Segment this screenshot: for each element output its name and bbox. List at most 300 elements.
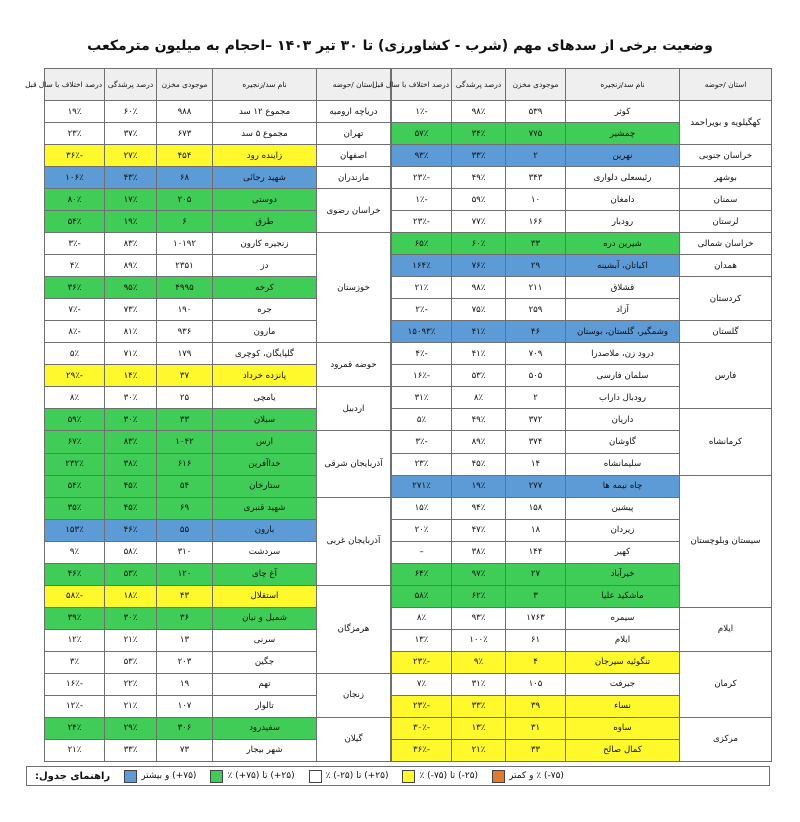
dam-name-cell: ستارخان bbox=[213, 475, 317, 497]
diff-percent-cell: ۱۲٪ bbox=[45, 629, 105, 651]
reservoir-cell: ۷۳ bbox=[157, 739, 213, 761]
header-fill: درصد پرشدگی bbox=[452, 69, 506, 101]
reservoir-cell: ۱۰۱۹۲ bbox=[157, 233, 213, 255]
table-row bbox=[45, 497, 391, 519]
legend-item-orange bbox=[492, 770, 564, 783]
fill-percent-cell: ۶۲٪ bbox=[452, 585, 506, 607]
province-cell: سمنان bbox=[680, 189, 772, 211]
diff-percent-cell: ۵۹٪ bbox=[45, 409, 105, 431]
reservoir-cell: ۳۱ bbox=[506, 717, 566, 739]
legend-label: (۲۵-) تا (۷۵-) ٪ bbox=[419, 771, 479, 781]
diff-percent-cell: ۲۳۲٪ bbox=[45, 453, 105, 475]
diff-percent-cell: -۲۳٪ bbox=[392, 167, 452, 189]
dam-name-cell: کهیر bbox=[566, 541, 680, 563]
diff-percent-cell: ۲۷۱٪ bbox=[392, 475, 452, 497]
province-cell: کرمانشاه bbox=[680, 409, 772, 475]
dam-name-cell: رودبار bbox=[566, 211, 680, 233]
diff-percent-cell: -۸٪ bbox=[45, 321, 105, 343]
dam-name-cell: شهید رجائی bbox=[213, 167, 317, 189]
legend-item-blue bbox=[124, 770, 196, 783]
reservoir-cell: ۷۰۹ bbox=[506, 343, 566, 365]
table-row bbox=[45, 233, 391, 255]
diff-percent-cell: -۱۶٪ bbox=[392, 365, 452, 387]
dam-name-cell: گاوشان bbox=[566, 431, 680, 453]
table-row bbox=[45, 431, 391, 453]
dam-name-cell: تالوار bbox=[213, 695, 317, 717]
reservoir-cell: ۴ bbox=[506, 651, 566, 673]
dam-name-cell: دوستی bbox=[213, 189, 317, 211]
diff-percent-cell: ۲۳٪ bbox=[45, 123, 105, 145]
fill-percent-cell: ۵۹٪ bbox=[452, 189, 506, 211]
fill-percent-cell: ۹۸٪ bbox=[452, 101, 506, 123]
dam-name-cell: سیمره bbox=[566, 607, 680, 629]
diff-percent-cell: ۹۳٪ bbox=[392, 145, 452, 167]
province-cell: بوشهر bbox=[680, 167, 772, 189]
dam-name-cell: تنگوئیه سیرجان bbox=[566, 651, 680, 673]
dam-name-cell: شیرین دره bbox=[566, 233, 680, 255]
reservoir-cell: ۶۹ bbox=[157, 497, 213, 519]
table-row bbox=[392, 255, 772, 277]
reservoir-cell: ۲۳۵۱ bbox=[157, 255, 213, 277]
diff-percent-cell: ۸٪ bbox=[45, 387, 105, 409]
dam-name-cell: بارون bbox=[213, 519, 317, 541]
reservoir-cell: ۱۵۸ bbox=[506, 497, 566, 519]
header-reservoir: موجودی مخزن bbox=[157, 69, 213, 101]
diff-percent-cell: ۱۳٪ bbox=[392, 629, 452, 651]
dam-name-cell: گلپایگان، کوچری bbox=[213, 343, 317, 365]
diff-percent-cell: ۸۰٪ bbox=[45, 189, 105, 211]
diff-percent-cell: ۱۵۰۹۳٪ bbox=[392, 321, 452, 343]
province-cell: مازندران bbox=[317, 167, 391, 189]
province-cell: تهران bbox=[317, 123, 391, 145]
fill-percent-cell: ۴۵٪ bbox=[105, 475, 157, 497]
reservoir-cell: ۳۴۳ bbox=[506, 167, 566, 189]
fill-percent-cell: ۳۸٪ bbox=[105, 453, 157, 475]
province-cell: گلستان bbox=[680, 321, 772, 343]
diff-percent-cell: -۵۸٪ bbox=[45, 585, 105, 607]
table-row bbox=[45, 585, 391, 607]
diff-percent-cell: -۳٪ bbox=[392, 431, 452, 453]
table-row bbox=[45, 101, 391, 123]
province-cell: زنجان bbox=[317, 673, 391, 717]
table-row bbox=[392, 717, 772, 739]
reservoir-cell: ۱۷۶۳ bbox=[506, 607, 566, 629]
dam-name-cell: رئیسعلی دلواری bbox=[566, 167, 680, 189]
diff-percent-cell: ۱۰۶٪ bbox=[45, 167, 105, 189]
province-cell: لرستان bbox=[680, 211, 772, 233]
diff-percent-cell: ۱۹٪ bbox=[45, 101, 105, 123]
dam-name-cell: داریان bbox=[566, 409, 680, 431]
reservoir-cell: ۴۳ bbox=[157, 585, 213, 607]
fill-percent-cell: ۳۸٪ bbox=[452, 541, 506, 563]
table-row bbox=[392, 475, 772, 497]
diff-percent-cell: ۴٪ bbox=[45, 255, 105, 277]
table-row bbox=[45, 673, 391, 695]
fill-percent-cell: ۲۱٪ bbox=[105, 695, 157, 717]
fill-percent-cell: ۲۱٪ bbox=[105, 629, 157, 651]
dam-name-cell: مجموع ۵ سد bbox=[213, 123, 317, 145]
dam-name-cell: شهید قنبری bbox=[213, 497, 317, 519]
province-cell: سیستان وبلوچستان bbox=[680, 475, 772, 607]
reservoir-cell: ۴۶ bbox=[506, 321, 566, 343]
fill-percent-cell: ۴۳٪ bbox=[105, 167, 157, 189]
reservoir-cell: ۱۴۴ bbox=[506, 541, 566, 563]
table-row bbox=[45, 343, 391, 365]
province-cell: آذربایجان غربی bbox=[317, 497, 391, 585]
table-row bbox=[392, 321, 772, 343]
province-cell: فارس bbox=[680, 343, 772, 409]
diff-percent-cell: -۳٪ bbox=[45, 233, 105, 255]
reservoir-cell: ۳۳ bbox=[157, 409, 213, 431]
diff-percent-cell: ۲۰٪ bbox=[392, 519, 452, 541]
province-cell: خراسان رضوی bbox=[317, 189, 391, 233]
dam-name-cell: سرنی bbox=[213, 629, 317, 651]
fill-percent-cell: ۹۸٪ bbox=[452, 277, 506, 299]
diff-percent-cell: ۶۵٪ bbox=[392, 233, 452, 255]
province-cell: کهگیلویه و بویراحمد bbox=[680, 101, 772, 145]
fill-percent-cell: ۹۳٪ bbox=[452, 607, 506, 629]
reservoir-cell: ۳۷۴ bbox=[506, 431, 566, 453]
reservoir-cell: ۳۷۲ bbox=[506, 409, 566, 431]
fill-percent-cell: ۱۹٪ bbox=[452, 475, 506, 497]
fill-percent-cell: ۱۴٪ bbox=[105, 365, 157, 387]
table-row bbox=[45, 167, 391, 189]
diff-percent-cell: -۲۳٪ bbox=[392, 211, 452, 233]
dam-name-cell: استقلال bbox=[213, 585, 317, 607]
header-diff: درصد اختلاف با سال قبل bbox=[45, 69, 105, 101]
dam-name-cell: سلمان فارسی bbox=[566, 365, 680, 387]
tables-container bbox=[26, 68, 770, 762]
province-cell: خراسان شمالی bbox=[680, 233, 772, 255]
reservoir-cell: ۳ bbox=[506, 585, 566, 607]
diff-percent-cell: -۷٪ bbox=[45, 299, 105, 321]
header-diff: درصد اختلاف با سال قبل bbox=[392, 69, 452, 101]
fill-percent-cell: ۷۶٪ bbox=[452, 255, 506, 277]
reservoir-cell: ۱۳ bbox=[157, 629, 213, 651]
diff-percent-cell: ۳۵٪ bbox=[45, 497, 105, 519]
fill-percent-cell: ۱۰۰٪ bbox=[452, 629, 506, 651]
fill-percent-cell: ۱۹٪ bbox=[105, 211, 157, 233]
legend-swatch-green bbox=[210, 770, 223, 783]
table-row bbox=[45, 123, 391, 145]
diff-percent-cell: -۱۲٪ bbox=[45, 695, 105, 717]
reservoir-cell: ۶ bbox=[157, 211, 213, 233]
reservoir-cell: ۱۸ bbox=[506, 519, 566, 541]
diff-percent-cell: -۴٪ bbox=[392, 343, 452, 365]
reservoir-cell: ۶۷۳ bbox=[157, 123, 213, 145]
table-row bbox=[392, 607, 772, 629]
table-row bbox=[392, 189, 772, 211]
legend-swatch-blue bbox=[124, 770, 137, 783]
reservoir-cell: ۳۶ bbox=[157, 607, 213, 629]
dam-name-cell: سفیدرود bbox=[213, 717, 317, 739]
diff-percent-cell: ۲۱٪ bbox=[45, 739, 105, 761]
table-row bbox=[392, 211, 772, 233]
province-cell: آذربایجان شرقی bbox=[317, 431, 391, 497]
fill-percent-cell: ۹۵٪ bbox=[105, 277, 157, 299]
reservoir-cell: ۲ bbox=[506, 145, 566, 167]
dam-name-cell: شمیل و نیان bbox=[213, 607, 317, 629]
reservoir-cell: ۲۰۵ bbox=[157, 189, 213, 211]
dam-name-cell: زیردان bbox=[566, 519, 680, 541]
legend-item-green bbox=[210, 770, 294, 783]
dam-name-cell: جگین bbox=[213, 651, 317, 673]
diff-percent-cell: ۵۴٪ bbox=[45, 475, 105, 497]
dam-name-cell: آغ چای bbox=[213, 563, 317, 585]
diff-percent-cell: -۱٪ bbox=[392, 189, 452, 211]
fill-percent-cell: ۱۷٪ bbox=[105, 189, 157, 211]
fill-percent-cell: ۲۱٪ bbox=[452, 739, 506, 761]
reservoir-cell: ۶۱۶ bbox=[157, 453, 213, 475]
legend-swatch-white bbox=[309, 770, 322, 783]
fill-percent-cell: ۸۹٪ bbox=[452, 431, 506, 453]
diff-percent-cell: ۵٪ bbox=[45, 343, 105, 365]
dam-name-cell: شهر بیجار bbox=[213, 739, 317, 761]
fill-percent-cell: ۴۹٪ bbox=[452, 167, 506, 189]
legend-label: (۲۵+) تا (۲۵-) ٪ bbox=[325, 771, 389, 781]
reservoir-cell: ۷۷۵ bbox=[506, 123, 566, 145]
reservoir-cell: ۱۰۴۲ bbox=[157, 431, 213, 453]
left-table-body bbox=[392, 101, 772, 762]
legend-label: (۷۵+) و بیشتر bbox=[141, 771, 197, 781]
reservoir-cell: ۲۹ bbox=[506, 255, 566, 277]
diff-percent-cell: ۱۶۴٪ bbox=[392, 255, 452, 277]
province-cell: اصفهان bbox=[317, 145, 391, 167]
diff-percent-cell: -۲٪ bbox=[392, 299, 452, 321]
header-fill: درصد پرشدگی bbox=[105, 69, 157, 101]
fill-percent-cell: ۱۳٪ bbox=[452, 717, 506, 739]
diff-percent-cell: -۱٪ bbox=[392, 101, 452, 123]
province-cell: مرکزی bbox=[680, 717, 772, 761]
dam-name-cell: پیشین bbox=[566, 497, 680, 519]
header-dam: نام سد/زنجیره bbox=[566, 69, 680, 101]
reservoir-cell: ۵۵ bbox=[157, 519, 213, 541]
province-cell: کردستان bbox=[680, 277, 772, 321]
reservoir-cell: ۶۸ bbox=[157, 167, 213, 189]
diff-percent-cell: ۳۱٪ bbox=[392, 387, 452, 409]
diff-percent-cell: ۹٪ bbox=[45, 541, 105, 563]
reservoir-cell: ۱۰ bbox=[506, 189, 566, 211]
fill-percent-cell: ۵۳٪ bbox=[105, 563, 157, 585]
reservoir-cell: ۱۹۰ bbox=[157, 299, 213, 321]
right-dam-table bbox=[25, 68, 391, 762]
reservoir-cell: ۳۷ bbox=[157, 365, 213, 387]
dam-name-cell: کرخه bbox=[213, 277, 317, 299]
table-row bbox=[392, 145, 772, 167]
dam-name-cell: رودبال داراب bbox=[566, 387, 680, 409]
reservoir-cell: ۴۹۹۵ bbox=[157, 277, 213, 299]
table-row bbox=[392, 343, 772, 365]
table-header-row bbox=[392, 69, 772, 101]
fill-percent-cell: ۹٪ bbox=[452, 651, 506, 673]
dam-name-cell: زاینده رود bbox=[213, 145, 317, 167]
dam-name-cell: سبلان bbox=[213, 409, 317, 431]
dam-name-cell: چاه نیمه ها bbox=[566, 475, 680, 497]
dam-name-cell: قشلاق bbox=[566, 277, 680, 299]
fill-percent-cell: ۸۳٪ bbox=[105, 233, 157, 255]
dam-name-cell: چمشیر bbox=[566, 123, 680, 145]
reservoir-cell: ۱۶۶ bbox=[506, 211, 566, 233]
dam-name-cell: کوثر bbox=[566, 101, 680, 123]
dam-name-cell: آزاد bbox=[566, 299, 680, 321]
dam-name-cell: سردشت bbox=[213, 541, 317, 563]
dam-name-cell: نساء bbox=[566, 695, 680, 717]
reservoir-cell: ۳۱۰ bbox=[157, 541, 213, 563]
fill-percent-cell: ۷۳٪ bbox=[105, 299, 157, 321]
fill-percent-cell: ۲۹٪ bbox=[105, 717, 157, 739]
dam-name-cell: سلیمانشاه bbox=[566, 453, 680, 475]
reservoir-cell: ۱۹ bbox=[157, 673, 213, 695]
province-cell: اردبیل bbox=[317, 387, 391, 431]
fill-percent-cell: ۴۷٪ bbox=[452, 519, 506, 541]
fill-percent-cell: ۳۱٪ bbox=[452, 673, 506, 695]
province-cell: گیلان bbox=[317, 717, 391, 761]
page-title: وضعیت برخی از سدهای مهم (شرب - کشاورزی) تا ۳۰ تیر ۱۴۰۳ –احجام به میلیون مترمکعب bbox=[87, 38, 713, 54]
table-row bbox=[392, 277, 772, 299]
reservoir-cell: ۲۵ bbox=[157, 387, 213, 409]
fill-percent-cell: ۷۵٪ bbox=[452, 299, 506, 321]
diff-percent-cell: ۷٪ bbox=[392, 673, 452, 695]
legend-swatch-yellow bbox=[402, 770, 415, 783]
province-cell: کرمان bbox=[680, 651, 772, 717]
dam-name-cell: ساوه bbox=[566, 717, 680, 739]
dam-name-cell: ایلام bbox=[566, 629, 680, 651]
dam-name-cell: طرق bbox=[213, 211, 317, 233]
fill-percent-cell: ۳۰٪ bbox=[105, 387, 157, 409]
province-cell: خوزستان bbox=[317, 233, 391, 343]
reservoir-cell: ۱۰۵ bbox=[506, 673, 566, 695]
province-cell: دریاچه ارومیه bbox=[317, 101, 391, 123]
diff-percent-cell: ۱۵۳٪ bbox=[45, 519, 105, 541]
diff-percent-cell: ۵۷٪ bbox=[392, 123, 452, 145]
diff-percent-cell: ۵۸٪ bbox=[392, 585, 452, 607]
table-row bbox=[45, 189, 391, 211]
reservoir-cell: ۴۵۴ bbox=[157, 145, 213, 167]
header-reservoir: موجودی مخزن bbox=[506, 69, 566, 101]
reservoir-cell: ۱۷۹ bbox=[157, 343, 213, 365]
reservoir-cell: ۳۹ bbox=[506, 695, 566, 717]
diff-percent-cell: ۲۴٪ bbox=[45, 717, 105, 739]
diff-percent-cell: ۶۴٪ bbox=[392, 563, 452, 585]
dam-name-cell: وشمگیر، گلستان، بوستان bbox=[566, 321, 680, 343]
reservoir-cell: ۳۰۶ bbox=[157, 717, 213, 739]
fill-percent-cell: ۸٪ bbox=[452, 387, 506, 409]
legend-label: (۲۵+) تا (۷۵+) ٪ bbox=[227, 771, 295, 781]
fill-percent-cell: ۹۴٪ bbox=[452, 497, 506, 519]
legend-item-yellow bbox=[402, 770, 478, 783]
fill-percent-cell: ۳۷٪ bbox=[105, 123, 157, 145]
table-row bbox=[392, 409, 772, 431]
dam-name-cell: نهرین bbox=[566, 145, 680, 167]
fill-percent-cell: ۸۱٪ bbox=[105, 321, 157, 343]
reservoir-cell: ۵۳۹ bbox=[506, 101, 566, 123]
reservoir-cell: ۱۰۷ bbox=[157, 695, 213, 717]
header-province: استان /حوضه bbox=[680, 69, 772, 101]
fill-percent-cell: ۴۱٪ bbox=[452, 321, 506, 343]
fill-percent-cell: ۴۱٪ bbox=[452, 343, 506, 365]
table-row bbox=[45, 717, 391, 739]
fill-percent-cell: ۳۳٪ bbox=[452, 695, 506, 717]
diff-percent-cell: -۱۶٪ bbox=[45, 673, 105, 695]
legend-title: راهنمای جدول: bbox=[35, 770, 111, 782]
fill-percent-cell: ۷۱٪ bbox=[105, 343, 157, 365]
fill-percent-cell: ۴۶٪ bbox=[105, 519, 157, 541]
reservoir-cell: ۵۰۵ bbox=[506, 365, 566, 387]
fill-percent-cell: ۳۰٪ bbox=[105, 409, 157, 431]
fill-percent-cell: ۳۰٪ bbox=[105, 607, 157, 629]
fill-percent-cell: ۵۳٪ bbox=[105, 651, 157, 673]
dam-name-cell: دامغان bbox=[566, 189, 680, 211]
diff-percent-cell: ۳۹٪ bbox=[45, 607, 105, 629]
diff-percent-cell: -۳۰٪ bbox=[392, 717, 452, 739]
fill-percent-cell: ۲۷٪ bbox=[105, 145, 157, 167]
table-row bbox=[45, 387, 391, 409]
dam-name-cell: مارون bbox=[213, 321, 317, 343]
left-dam-table bbox=[372, 68, 772, 762]
diff-percent-cell: ۲۳٪ bbox=[392, 453, 452, 475]
diff-percent-cell: -۳۶٪ bbox=[392, 739, 452, 761]
fill-percent-cell: ۴۹٪ bbox=[452, 409, 506, 431]
fill-percent-cell: ۷۷٪ bbox=[452, 211, 506, 233]
fill-percent-cell: ۹۷٪ bbox=[452, 563, 506, 585]
fill-percent-cell: ۸۹٪ bbox=[105, 255, 157, 277]
diff-percent-cell: -۲۹٪ bbox=[45, 365, 105, 387]
dam-name-cell: ارس bbox=[213, 431, 317, 453]
dam-name-cell: درود زن، ملاصدرا bbox=[566, 343, 680, 365]
fill-percent-cell: ۳۴٪ bbox=[452, 123, 506, 145]
dam-name-cell: خداآفرین bbox=[213, 453, 317, 475]
diff-percent-cell: ۶۷٪ bbox=[45, 431, 105, 453]
fill-percent-cell: ۳۳٪ bbox=[452, 145, 506, 167]
province-cell: حوضه قمرود bbox=[317, 343, 391, 387]
table-header-row bbox=[45, 69, 391, 101]
reservoir-cell: ۲۱۱ bbox=[506, 277, 566, 299]
fill-percent-cell: ۳۳٪ bbox=[105, 739, 157, 761]
reservoir-cell: ۳۳ bbox=[506, 233, 566, 255]
table-row bbox=[392, 101, 772, 123]
diff-percent-cell: ۳٪ bbox=[45, 651, 105, 673]
legend bbox=[26, 766, 770, 786]
fill-percent-cell: ۱۸٪ bbox=[105, 585, 157, 607]
reservoir-cell: ۹۳۶ bbox=[157, 321, 213, 343]
diff-percent-cell: ۳۶٪ bbox=[45, 277, 105, 299]
diff-percent-cell: -۳۶٪ bbox=[45, 145, 105, 167]
reservoir-cell: ۶۱ bbox=[506, 629, 566, 651]
header-dam: نام سد/زنجیره bbox=[213, 69, 317, 101]
dam-name-cell: جیرفت bbox=[566, 673, 680, 695]
dam-name-cell: ماشکید علیا bbox=[566, 585, 680, 607]
diff-percent-cell: ۲۱٪ bbox=[392, 277, 452, 299]
dam-name-cell: زنجیره کارون bbox=[213, 233, 317, 255]
province-cell: هرمزگان bbox=[317, 585, 391, 673]
diff-percent-cell: ۸٪ bbox=[392, 607, 452, 629]
fill-percent-cell: ۶۰٪ bbox=[452, 233, 506, 255]
diff-percent-cell: ۵۴٪ bbox=[45, 211, 105, 233]
reservoir-cell: ۲۰۳ bbox=[157, 651, 213, 673]
right-table-body bbox=[45, 101, 391, 762]
table-row bbox=[45, 145, 391, 167]
province-cell: همدان bbox=[680, 255, 772, 277]
legend-item-white bbox=[309, 770, 389, 783]
reservoir-cell: ۲۵۹ bbox=[506, 299, 566, 321]
dam-name-cell: تهم bbox=[213, 673, 317, 695]
diff-percent-cell: ۴۶٪ bbox=[45, 563, 105, 585]
reservoir-cell: ۲ bbox=[506, 387, 566, 409]
reservoir-cell: ۱۲۰ bbox=[157, 563, 213, 585]
reservoir-cell: ۵۴ bbox=[157, 475, 213, 497]
dam-name-cell: اکباتان، آبشینه bbox=[566, 255, 680, 277]
fill-percent-cell: ۵۳٪ bbox=[452, 365, 506, 387]
